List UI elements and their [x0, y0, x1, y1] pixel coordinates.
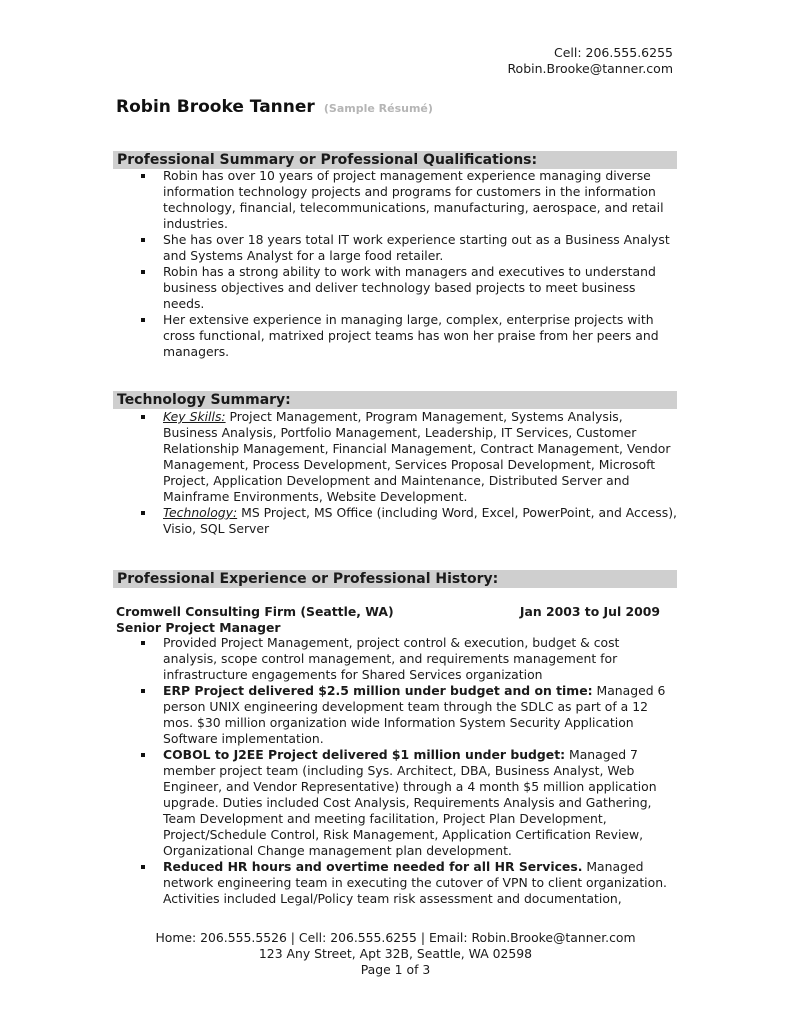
header-email: Robin.Brooke@tanner.com	[507, 61, 673, 76]
bullet-icon	[141, 865, 145, 869]
list-item	[134, 747, 677, 859]
list-item	[134, 232, 677, 264]
list-item	[134, 505, 677, 537]
candidate-name: Robin Brooke Tanner	[116, 97, 315, 117]
name-line	[116, 97, 433, 117]
list-item	[134, 859, 677, 907]
summary-list	[134, 168, 677, 360]
experience-list	[134, 635, 677, 907]
bullet-icon	[141, 641, 145, 645]
list-item	[134, 683, 677, 747]
bullet-highlight: Reduced HR hours and overtime needed for all HR Services.	[163, 859, 583, 874]
bullet-highlight: COBOL to J2EE Project delivered $1 million under budget:	[163, 747, 566, 762]
technology-label: Technology:	[163, 505, 238, 520]
bullet-text: Robin has over 10 years of project management experience managing diverse information technology projects and programs for customers in the information technology, financial, telecommunications, manufacturing, aerospace, and retail industries.	[163, 168, 664, 231]
bullet-text: Managed network engineering team in executing the cutover of VPN to client organization. Activities included Legal/Policy team risk assessment and documentation,	[163, 859, 667, 906]
bullet-icon	[141, 174, 145, 178]
bullet-icon	[141, 511, 145, 515]
job-title: Senior Project Manager	[116, 620, 281, 635]
skills-text: Project Management, Program Management, Systems Analysis, Business Analysis, Portfolio Management, Leadership, IT Services, Customer Relationship Management, Financial Management, Contract Management, Vendor Management, Process Development, Services Proposal Development, Microsoft Project, Application Development and Maintenance, Distributed Server and Mainframe Environments, Website Development.	[163, 409, 671, 504]
list-item	[134, 264, 677, 312]
company-name: Cromwell Consulting Firm (Seattle, WA)	[116, 604, 394, 619]
bullet-text: Managed 6 person UNIX engineering development team through the SDLC as part of a 12 mos. $30 million organization wide Information System Security Application Software implementation.	[163, 683, 666, 746]
summary-heading: Professional Summary or Professional Qualifications:	[113, 151, 677, 169]
list-item	[134, 312, 677, 360]
bullet-text: Provided Project Management, project control & execution, budget & cost analysis, scope control management, and requirements management for infrastructure engagements for Shared Services organization	[163, 635, 620, 682]
experience-heading: Professional Experience or Professional History:	[113, 570, 677, 588]
skills-label: Key Skills:	[163, 409, 226, 424]
bullet-text: She has over 18 years total IT work experience starting out as a Business Analyst and Systems Analyst for a large food retailer.	[163, 232, 670, 263]
bullet-icon	[141, 238, 145, 242]
technology-list	[134, 409, 677, 537]
bullet-text: Robin has a strong ability to work with managers and executives to understand business objectives and deliver technology based projects to meet business needs.	[163, 264, 656, 311]
bullet-icon	[141, 689, 145, 693]
bullet-highlight: ERP Project delivered $2.5 million under budget and on time:	[163, 683, 593, 698]
job-dates: Jan 2003 to Jul 2009	[519, 604, 660, 619]
footer-contact: Home: 206.555.5526 | Cell: 206.555.6255 | Email: Robin.Brooke@tanner.com	[155, 930, 636, 945]
bullet-icon	[141, 753, 145, 757]
footer-address: 123 Any Street, Apt 32B, Seattle, WA 02598	[258, 946, 533, 961]
bullet-text: Her extensive experience in managing large, complex, enterprise projects with cross functional, matrixed project teams has won her praise from her peers and managers.	[163, 312, 659, 359]
sample-note: (Sample Résumé)	[323, 102, 433, 115]
bullet-icon	[141, 415, 145, 419]
header-contact	[507, 45, 673, 77]
bullet-icon	[141, 270, 145, 274]
technology-text: MS Project, MS Office (including Word, Excel, PowerPoint, and Access), Visio, SQL Server	[163, 505, 677, 536]
list-item	[134, 409, 677, 505]
list-item	[134, 635, 677, 683]
bullet-text: Managed 7 member project team (including Sys. Architect, DBA, Business Analyst, Web Engineer, and Vendor Representative) through a 4 month $5 million application upgrade. Duties included Cost Analysis, Requirements Analysis and Gathering, Team Development and meeting facilitation, Project Plan Development, Project/Schedule Control, Risk Management, Application Certification Review, Organizational Change management plan development.	[163, 747, 657, 858]
header-cell: Cell: 206.555.6255	[553, 45, 673, 60]
job-header	[116, 604, 660, 620]
page-number: Page 1 of 3	[360, 962, 431, 977]
list-item	[134, 168, 677, 232]
page-footer	[0, 930, 791, 978]
technology-heading: Technology Summary:	[113, 391, 677, 409]
bullet-icon	[141, 318, 145, 322]
